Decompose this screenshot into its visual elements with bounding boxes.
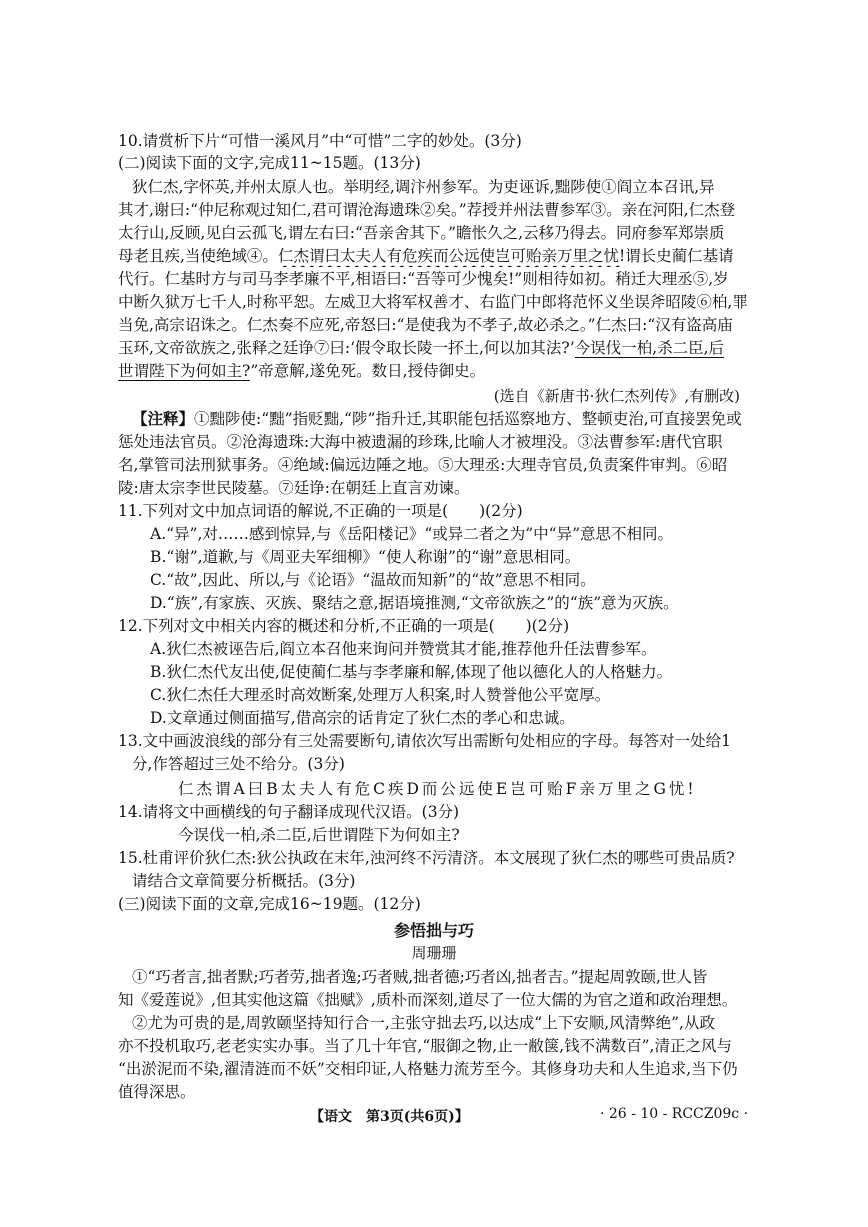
notes-text: ①黜陟使:“黜”指贬黜,“陟”指升迁,其职能包括巡察地方、整顿吏治,可直接罢免或 (194, 410, 742, 428)
option-d: D.“族”,有家族、灭族、聚结之意,据语境推测,“文帝欲族之”的“族”意为灭族。 (150, 594, 679, 612)
question-13: 13.文中画波浪线的部分有三处需要断句,请依次写出需断句处相应的字母。每答对一处给1 (118, 732, 731, 750)
notes-label: 【注释】 (132, 409, 195, 428)
passage-line (118, 245, 758, 267)
notes-line (132, 408, 758, 430)
question-10: 10.请赏析下片“可惜一溪风月”中“可惜”二字的妙处。(3分) (118, 132, 522, 150)
section-2-heading: (二)阅读下面的文字,完成11~15题。(13分) (118, 154, 421, 172)
question-15-cont: 请结合文章简要分析概括。(3分) (132, 872, 356, 890)
question-11: 11.下列对文中加点词语的解说,不正确的一项是( )(2分) (118, 502, 523, 520)
wavy-underlined-sentence: 仁杰谓曰太夫人有危疾而公远使岂可贻亲万里之忧! (277, 247, 626, 265)
page-footer: 【语文 第3页(共6页)】 (310, 1109, 469, 1125)
passage-line (118, 337, 758, 359)
passage-line: 太行山,反顾,见白云孤飞,谓左右曰:“吾亲舍其下。”瞻怅久之,云移乃得去。同府参军郑崇质 (118, 224, 725, 242)
passage-fragment: 玉环,文帝欲族之,张释之廷诤⑦曰:‘假令取长陵一抔土,何以加其法?’ (118, 339, 575, 357)
passage-line: 狄仁杰,字怀英,并州太原人也。举明经,调汴州参军。为吏诬诉,黜陟使①阎立本召讯,异 (132, 178, 715, 196)
notes-line: 陵:唐太宗李世民陵墓。⑦廷诤:在朝廷上直言劝谏。 (118, 479, 470, 497)
essay-line: ①“巧者言,拙者默;巧者劳,拙者逸;巧者贼,拙者德;巧者凶,拙者吉。”提起周敦颐,世人皆 (132, 968, 708, 986)
option-c: C.狄仁杰任大理丞时高效断案,处理万人积案,时人赞誉他公平宽厚。 (150, 686, 611, 704)
exam-code: · 26 - 10 - RCCZ09c · (600, 1106, 749, 1122)
underlined-sentence-part: 世谓陛下为何如主? (118, 362, 251, 380)
passage-fragment: 谓长史蔺仁基请 (625, 247, 734, 265)
underlined-sentence-part: 今误伐一柏,杀二臣,后 (574, 339, 725, 357)
question-15: 15.杜甫评价狄仁杰:狄公执政在末年,浊河终不污清济。本文展现了狄仁杰的哪些可贵品质? (118, 849, 735, 867)
passage-source: (选自《新唐书·狄仁杰列传》,有删改) (493, 387, 740, 405)
essay-line: ②尤为可贵的是,周敦颐坚持知行合一,主张守拙去巧,以达成“上下安顺,风清弊绝”,从政 (132, 1014, 715, 1032)
passage-line: 其才,谢曰:“仲尼称观过知仁,君可谓沧海遗珠②矣。”荐授并州法曹参军③。亲在河阳,仁杰登 (118, 201, 736, 219)
section-3-heading: (三)阅读下面的文章,完成16~19题。(12分) (118, 895, 421, 913)
option-d: D.文章通过侧面描写,借高宗的话肯定了狄仁杰的孝心和忠诚。 (150, 709, 575, 727)
passage-fragment: 母老且疾,当使绝域④。 (118, 247, 278, 265)
passage-fragment: ”帝意解,遂免死。数日,授侍御史。 (250, 362, 486, 380)
notes-line: 惩处违法官员。②沧海遗珠:大海中被遗漏的珍珠,比喻人才被埋没。③法曹参军:唐代官职 (118, 433, 723, 451)
option-c: C.“故”,因此、所以,与《论语》“温故而知新”的“故”意思不相同。 (150, 571, 596, 589)
option-a: A.“异”,对……感到惊异,与《岳阳楼记》“或异二者之为”中“异”意思不相同。 (150, 525, 674, 543)
passage-line: 代行。仁基时方与司马李孝廉不平,相语曰:“吾等可少愧矣!”则相待如初。稍迁大理丞⑤,岁 (118, 270, 729, 288)
essay-line: 亦不投机取巧,老老实实办事。当了几十年官,“服御之物,止一敝箧,钱不满数百”,清正之风与 (118, 1037, 732, 1055)
question-13-cont: 分,作答超过三处不给分。(3分) (132, 755, 345, 773)
essay-title: 参悟拙与巧 (393, 921, 474, 940)
essay-line: 值得深思。 (118, 1083, 196, 1101)
essay-line: 知《爱莲说》,但其实他这篇《拙赋》,质朴而深刻,道尽了一位大儒的为官之道和政治理想。 (118, 991, 738, 1009)
essay-line: “出淤泥而不染,濯清涟而不妖”交相印证,人格魅力流芳至今。其修身功夫和人生追求,当下仍 (118, 1060, 738, 1078)
question-14: 14.请将文中画横线的句子翻译成现代汉语。(3分) (118, 803, 460, 821)
passage-line (118, 360, 758, 382)
option-b: B.“谢”,道歉,与《周亚夫军细柳》“使人称谢”的“谢”意思相同。 (150, 548, 581, 566)
notes-line: 名,掌管司法刑狱事务。④绝域:偏远边陲之地。⑤大理丞:大理寺官员,负责案件审判。⑥昭 (118, 456, 728, 474)
option-b: B.狄仁杰代友出使,促使蔺仁基与李孝廉和解,体现了他以德化人的人格魅力。 (150, 663, 673, 681)
passage-line: 当免,高宗诏诛之。仁杰奏不应死,帝怒曰:“是使我为不孝子,故必杀之。”仁杰曰:“汉有盗高庙 (118, 316, 733, 334)
question-12: 12.下列对文中相关内容的概述和分析,不正确的一项是( )(2分) (118, 617, 570, 635)
question-14-sentence: 今误伐一柏,杀二臣,后世谓陛下为何如主? (178, 826, 460, 844)
option-a: A.狄仁杰被诬告后,阎立本召他来询问并赞赏其才能,推荐他升任法曹参军。 (150, 640, 657, 658)
question-13-sentence: 仁杰谓A曰B太夫人有危C疾D而公远使E岂可贻F亲万里之G忧! (178, 780, 697, 798)
passage-line: 中断久狱万七千人,时称平恕。左威卫大将军权善才、右监门中郎将范怀义坐误斧昭陵⑥柏,罪 (118, 293, 748, 311)
essay-author: 周珊珊 (411, 944, 457, 962)
